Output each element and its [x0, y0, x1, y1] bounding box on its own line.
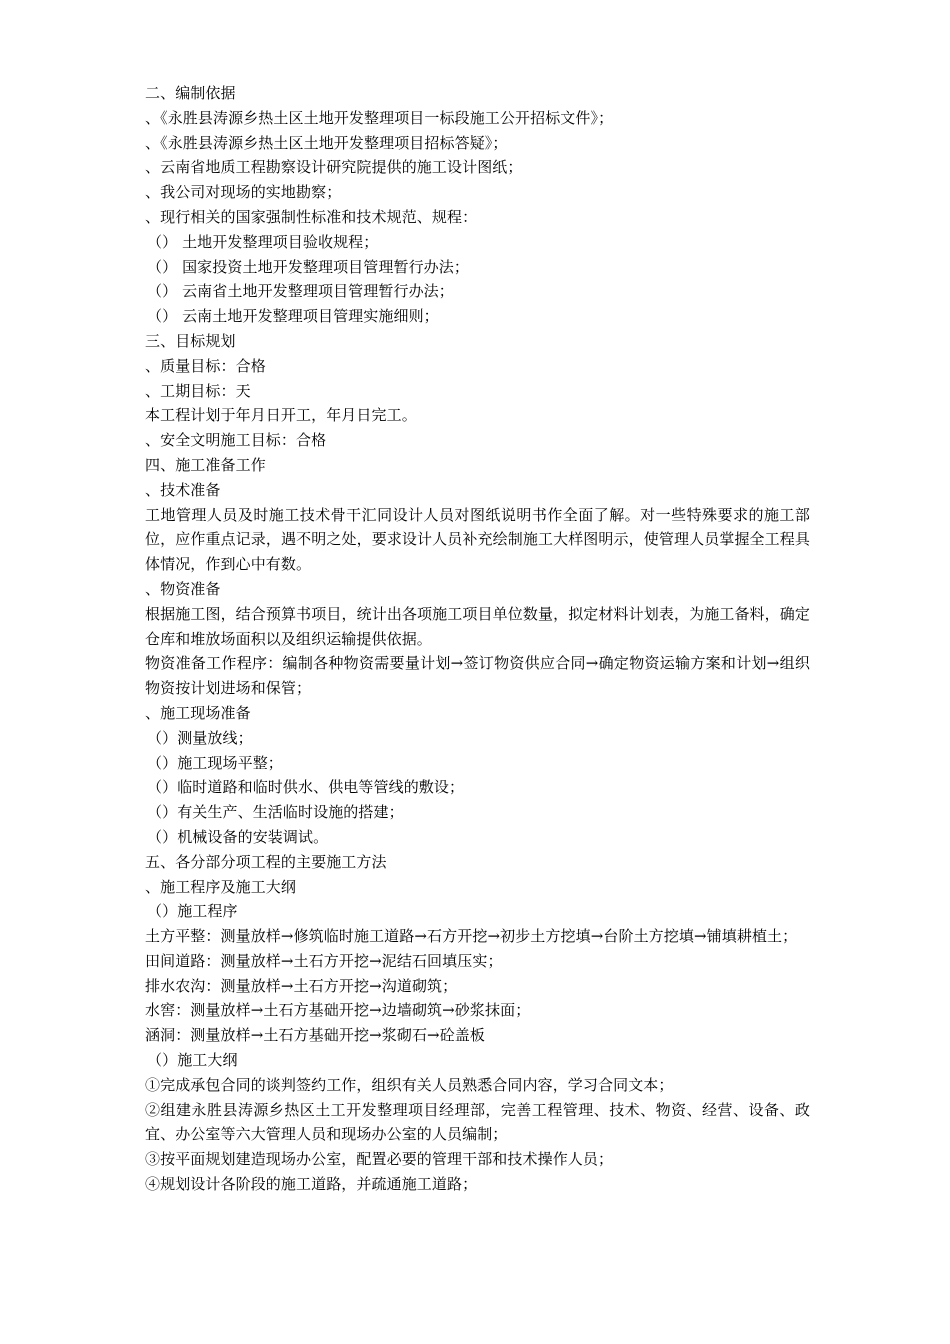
paragraph: 田间道路：测量放样→土石方开挖→泥结石回填压实；	[145, 951, 503, 970]
numbered-item: ①完成承包合同的谈判签约工作，组织有关人员熟悉合同内容，学习合同文本；	[145, 1075, 674, 1094]
paragraph: 根据施工图，结合预算书项目，统计出各项施工项目单位数量，拟定材料计划表，为施工备料，确定仓库和堆放场面积以及组织运输提供依据。	[145, 604, 810, 648]
section-heading: 五、各分部分项工程的主要施工方法	[145, 852, 387, 871]
sub-list-item: （）机械设备的安装调试。	[147, 827, 329, 846]
document-page	[145, 81, 810, 1197]
list-item: 、工期目标：天	[145, 381, 251, 400]
section-heading: 四、施工准备工作	[145, 455, 266, 474]
sub-list-item: （）施工大纲	[147, 1051, 238, 1070]
list-item: 、安全文明施工目标：合格	[145, 431, 327, 450]
paragraph: 物资准备工作程序：编制各种物资需要量计划→签订物资供应合同→确定物资运输方案和计划→组织物资按计划进场和保管；	[145, 654, 810, 698]
paragraph: 本工程计划于年月日开工，年月日完工。	[145, 406, 417, 425]
section-heading: 二、编制依据	[145, 84, 236, 102]
paragraph: 排水农沟：测量放样→土石方开挖→沟道砌筑；	[145, 976, 458, 995]
sub-list-item: （）测量放线；	[147, 728, 253, 747]
list-item: 、《永胜县涛源乡热土区土地开发整理项目一标段施工公开招标文件》；	[145, 108, 614, 127]
sub-list-item: （）有关生产、生活临时设施的搭建；	[147, 803, 404, 822]
paragraph: 工地管理人员及时施工技术骨干汇同设计人员对图纸说明书作全面了解。对一些特殊要求的施工部位，应作重点记录，遇不明之处，要求设计人员补充绘制施工大样图明示，使管理人员掌握全工程具体情况，作到心中有数。	[145, 505, 810, 574]
list-item: 、现行相关的国家强制性标准和技术规范、规程：	[145, 207, 478, 226]
numbered-item: ②组建永胜县涛源乡热区土工开发整理项目经理部，完善工程管理、技术、物资、经营、设备、政宜、办公室等六大管理人员和现场办公室的人员编制；	[145, 1100, 810, 1144]
sub-list-item: （） 土地开发整理项目验收规程；	[147, 232, 379, 251]
list-item: 、《永胜县涛源乡热土区土地开发整理项目招标答疑》；	[145, 133, 508, 152]
paragraph: 土方平整：测量放样→修筑临时施工道路→石方开挖→初步土方挖填→台阶土方挖填→铺填耕植土；	[145, 927, 798, 946]
sub-list-item: （） 国家投资土地开发整理项目管理暂行办法；	[147, 257, 469, 276]
list-item: 、技术准备	[145, 480, 221, 499]
list-item: 、施工程序及施工大纲	[145, 877, 297, 896]
sub-list-item: （） 云南土地开发整理项目管理实施细则；	[147, 307, 439, 326]
list-item: 、施工现场准备	[145, 703, 251, 722]
list-item: 、质量目标：合格	[145, 356, 266, 375]
numbered-item: ④规划设计各阶段的施工道路，并疏通施工道路；	[145, 1175, 478, 1194]
list-item: 、云南省地质工程勘察设计研究院提供的施工设计图纸；	[145, 158, 523, 177]
paragraph: 水窖：测量放样→土石方基础开挖→边墙砌筑→砂浆抹面；	[145, 1001, 531, 1020]
list-item: 、我公司对现场的实地勘察；	[145, 183, 342, 202]
sub-list-item: （）施工现场平整；	[147, 753, 283, 772]
list-item: 、物资准备	[145, 579, 221, 598]
sub-list-item: （）临时道路和临时供水、供电等管线的敷设；	[147, 778, 465, 797]
sub-list-item: （） 云南省土地开发整理项目管理暂行办法；	[147, 282, 454, 301]
numbered-item: ③按平面规划建造现场办公室，配置必要的管理干部和技术操作人员；	[145, 1150, 614, 1169]
paragraph: 涵洞：测量放样→土石方基础开挖→浆砌石→砼盖板	[145, 1026, 486, 1045]
sub-list-item: （）施工程序	[147, 902, 238, 921]
section-heading: 三、目标规划	[145, 331, 236, 350]
